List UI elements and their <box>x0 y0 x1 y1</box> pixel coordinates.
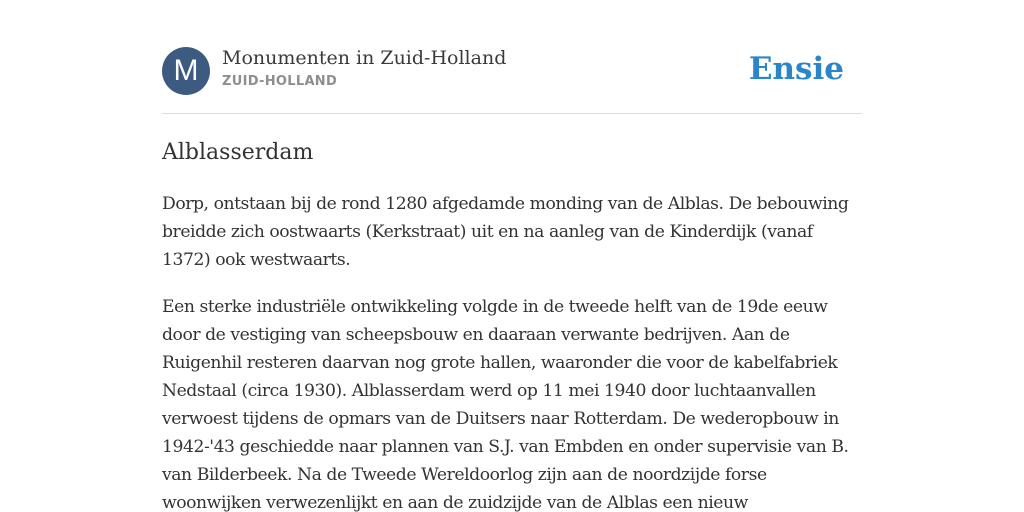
article-title: Alblasserdam <box>162 140 314 165</box>
article-paragraph: Een sterke industriële ontwikkeling volgde in de tweede helft van de 19de eeuw door de vestiging van scheepsbouw en daaraan verwante bedrijven. Aan de Ruigenhil resteren daarvan nog grote hallen, waaronder die voor de kabelfabriek Nedstaal (circa 1930). Alblasserdam werd op 11 mei 1940 door luchtaanvallen verwoest tijdens de opmars van de Duitsers naar Rotterdam. De wederopbouw in 1942-'43 geschiedde naar plannen van S.J. van Embden en onder supervisie van B. van Bilderbeek. Na de Tweede Wereldoorlog zijn aan de noordzijde forse woonwijken verwezenlijkt en aan de zuidzijde van de Alblas een nieuw <box>162 297 849 512</box>
header <box>162 0 862 114</box>
avatar[interactable]: M <box>162 47 210 95</box>
site-title[interactable]: Monumenten in Zuid-Holland <box>222 47 507 69</box>
article-paragraph: Dorp, ontstaan bij de rond 1280 afgedamde monding van de Alblas. De bebouwing breidde zich oostwaarts (Kerkstraat) uit en na aanleg van de Kinderdijk (vanaf 1372) ook westwaarts. <box>162 194 849 270</box>
article-body <box>162 190 862 512</box>
header-titles <box>222 44 506 91</box>
site-subtitle[interactable]: ZUID-HOLLAND <box>222 74 338 89</box>
content-container <box>162 0 862 512</box>
brand-logo[interactable]: Ensie <box>748 51 844 87</box>
